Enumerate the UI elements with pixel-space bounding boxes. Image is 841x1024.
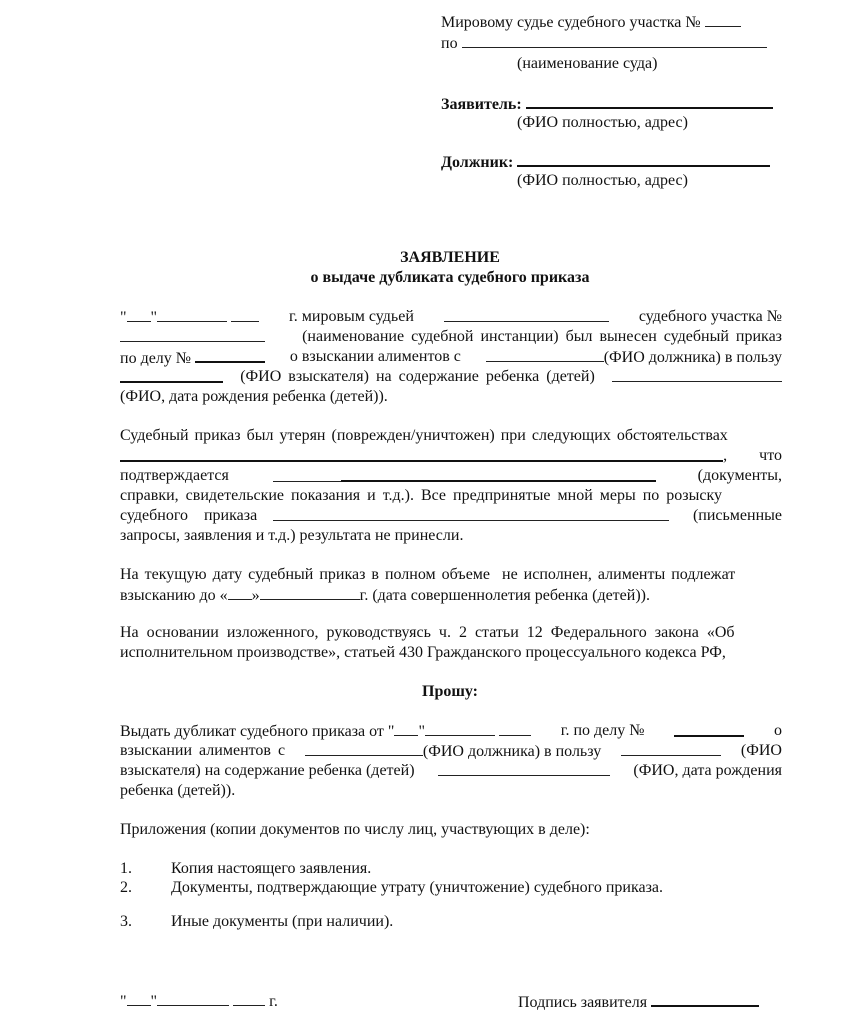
request-debtor-field[interactable]: [305, 741, 423, 756]
court-number-field[interactable]: [705, 12, 741, 27]
evidence-field-a[interactable]: [273, 467, 341, 482]
request-line2: [120, 741, 782, 761]
issue-duplicate-text: Выдать дубликат судебного приказа от ": [120, 723, 395, 740]
circumstances-text: Судебный приказ был утерян (поврежден/уничтожен) при следующих обстоятельствах: [120, 427, 728, 444]
request-child-field[interactable]: [438, 761, 610, 776]
para2-line2: [120, 446, 782, 465]
judge-name-field[interactable]: [444, 307, 609, 322]
order-day-field[interactable]: [127, 307, 151, 322]
request-child-text: взыскателя) на содержание ребенка (детей): [120, 762, 415, 779]
court-name-caption: (наименование суда): [517, 55, 658, 72]
not-executed-text: На текущую дату судебный приказ в полном объеме не исполнен, алименты подлежат: [120, 566, 736, 583]
debtor-label: Должник:: [441, 154, 514, 171]
addressee-line-2: [441, 33, 767, 53]
alimony-text: о взыскании алиментов с: [289, 348, 461, 365]
attachment-number: 1.: [120, 860, 132, 877]
request-o-text: о: [774, 722, 782, 739]
child-info-field[interactable]: [612, 367, 782, 382]
search-measures-field[interactable]: [273, 506, 669, 521]
measures-text: справки, свидетельские показания и т.д.). Все предпринятые мной меры по розыску: [120, 487, 723, 504]
footer-month-field[interactable]: [157, 991, 229, 1006]
signature-field[interactable]: [651, 991, 759, 1007]
documents-caption: (документы,: [697, 467, 782, 484]
request-claimant-field[interactable]: [621, 741, 721, 756]
para2-line6: запросы, заявления и т.д.) результата не принесли.: [120, 527, 464, 544]
para2-line1: [120, 426, 782, 445]
debtor-name-caption: (ФИО должника) в пользу: [603, 349, 782, 366]
collect-until-text: взысканию до «: [120, 587, 228, 604]
order-month-field[interactable]: [157, 307, 227, 322]
confirmed-by-text: подтверждается: [120, 467, 229, 484]
para2-line5: [120, 506, 782, 525]
footer-quote-close: ": [150, 993, 158, 1010]
request-line3: [120, 761, 782, 780]
attachment-text: Иные документы (при наличии).: [171, 913, 394, 930]
para2-line4: [120, 486, 782, 505]
footer-quote-open: ": [120, 993, 127, 1010]
court-section-text: судебного участка №: [638, 308, 782, 325]
judge-text: г. мировым судьей: [289, 308, 414, 325]
footer-day-field[interactable]: [127, 991, 151, 1006]
request-case-label: г. по делу №: [560, 722, 645, 739]
debtor-line: [441, 151, 770, 172]
footer-year-suffix: г.: [269, 993, 278, 1010]
claimant-name-field[interactable]: [120, 367, 223, 383]
para1-line2: [120, 327, 782, 346]
majority-date-caption: г. (дата совершеннолетия ребенка (детей)).: [359, 587, 650, 604]
majority-month-year-field[interactable]: [260, 585, 360, 600]
request-case-number-field[interactable]: [674, 721, 744, 737]
request-debtor-caption: (ФИО должника) в пользу: [422, 743, 602, 760]
request-quote-close: ": [418, 723, 425, 740]
footer-date: [120, 991, 278, 1011]
para4-line1: [120, 623, 782, 642]
court-instance-field[interactable]: [120, 327, 265, 342]
request-line1: [120, 721, 782, 741]
search-order-text: судебного приказа: [120, 507, 258, 524]
applicant-line: [441, 93, 773, 114]
written-requests-caption: (письменные: [692, 507, 782, 524]
debtor-caption: (ФИО полностью, адрес): [517, 172, 688, 189]
debtor-name-field[interactable]: [486, 347, 604, 362]
attachment-number: 2.: [120, 879, 132, 896]
case-number-label: по делу №: [120, 350, 192, 367]
para1-line1: [120, 307, 782, 327]
document-title: ЗАЯВЛЕНИЕ: [400, 249, 500, 266]
claimant-caption: (ФИО взыскателя) на содержание ребенка (детей): [240, 368, 595, 385]
signature-block: [518, 991, 759, 1012]
attachment-item: [120, 912, 132, 931]
quote-open: ": [120, 309, 127, 326]
request-alimony-text: взыскании алиментов с: [120, 742, 286, 759]
circumstances-field[interactable]: [120, 446, 723, 462]
attachment-number: 3.: [120, 913, 132, 930]
document-subtitle: о выдаче дубликата судебного приказа: [310, 269, 590, 286]
para4-line2: исполнительном производстве», статьей 430 Гражданского процессуального кодекса РФ,: [120, 644, 726, 661]
majority-day-field[interactable]: [228, 585, 252, 600]
request-month-field[interactable]: [425, 721, 495, 736]
addressee-court-label: Мировому судье судебного участка №: [441, 14, 701, 31]
para2-line1-text: [120, 426, 782, 445]
debtor-field[interactable]: [517, 151, 770, 167]
court-instance-text: (наименование судебной инстанции) был вынесен судебный приказ: [302, 328, 782, 345]
attachment-text: Копия настоящего заявления.: [171, 860, 372, 877]
evidence-field-b[interactable]: [341, 466, 656, 482]
request-year-field[interactable]: [499, 721, 531, 736]
addressee-po-label: по: [441, 35, 458, 52]
attachment-item: [120, 859, 132, 878]
signature-label: Подпись заявителя: [518, 994, 648, 1011]
request-line4: ребенка (детей)).: [120, 782, 236, 799]
footer-year-field[interactable]: [233, 991, 265, 1006]
request-child-caption: (ФИО, дата рождения: [633, 762, 782, 779]
court-name-field[interactable]: [462, 33, 767, 48]
para1-line4: [120, 367, 782, 386]
para3-line2: [120, 585, 782, 605]
para3-line1: [120, 565, 782, 584]
request-fio-text: (ФИО: [740, 742, 782, 759]
quote-close-guillemet: »: [251, 587, 260, 604]
request-heading: Прошу:: [422, 683, 478, 700]
quote-close: ": [150, 309, 158, 326]
para2-line3: [120, 466, 782, 485]
attachments-heading: Приложения (копии документов по числу лиц, участвующих в деле):: [120, 821, 590, 838]
order-year-field[interactable]: [231, 307, 259, 322]
applicant-caption: (ФИО полностью, адрес): [517, 114, 688, 131]
applicant-field[interactable]: [526, 93, 773, 109]
request-day-field[interactable]: [394, 721, 418, 736]
attachment-text: Документы, подтверждающие утрату (уничтожение) судебного приказа.: [171, 879, 664, 896]
attachment-item: [120, 878, 132, 897]
legal-basis-text: На основании изложенного, руководствуясь ч. 2 статьи 12 Федерального закона «Об: [120, 624, 735, 641]
that-text: , что: [723, 447, 782, 464]
para1-line3: [120, 347, 782, 368]
para1-line5: (ФИО, дата рождения ребенка (детей)).: [120, 388, 388, 405]
case-number-field[interactable]: [195, 347, 265, 363]
applicant-label: Заявитель:: [441, 96, 522, 113]
addressee-line-1: [441, 12, 741, 32]
